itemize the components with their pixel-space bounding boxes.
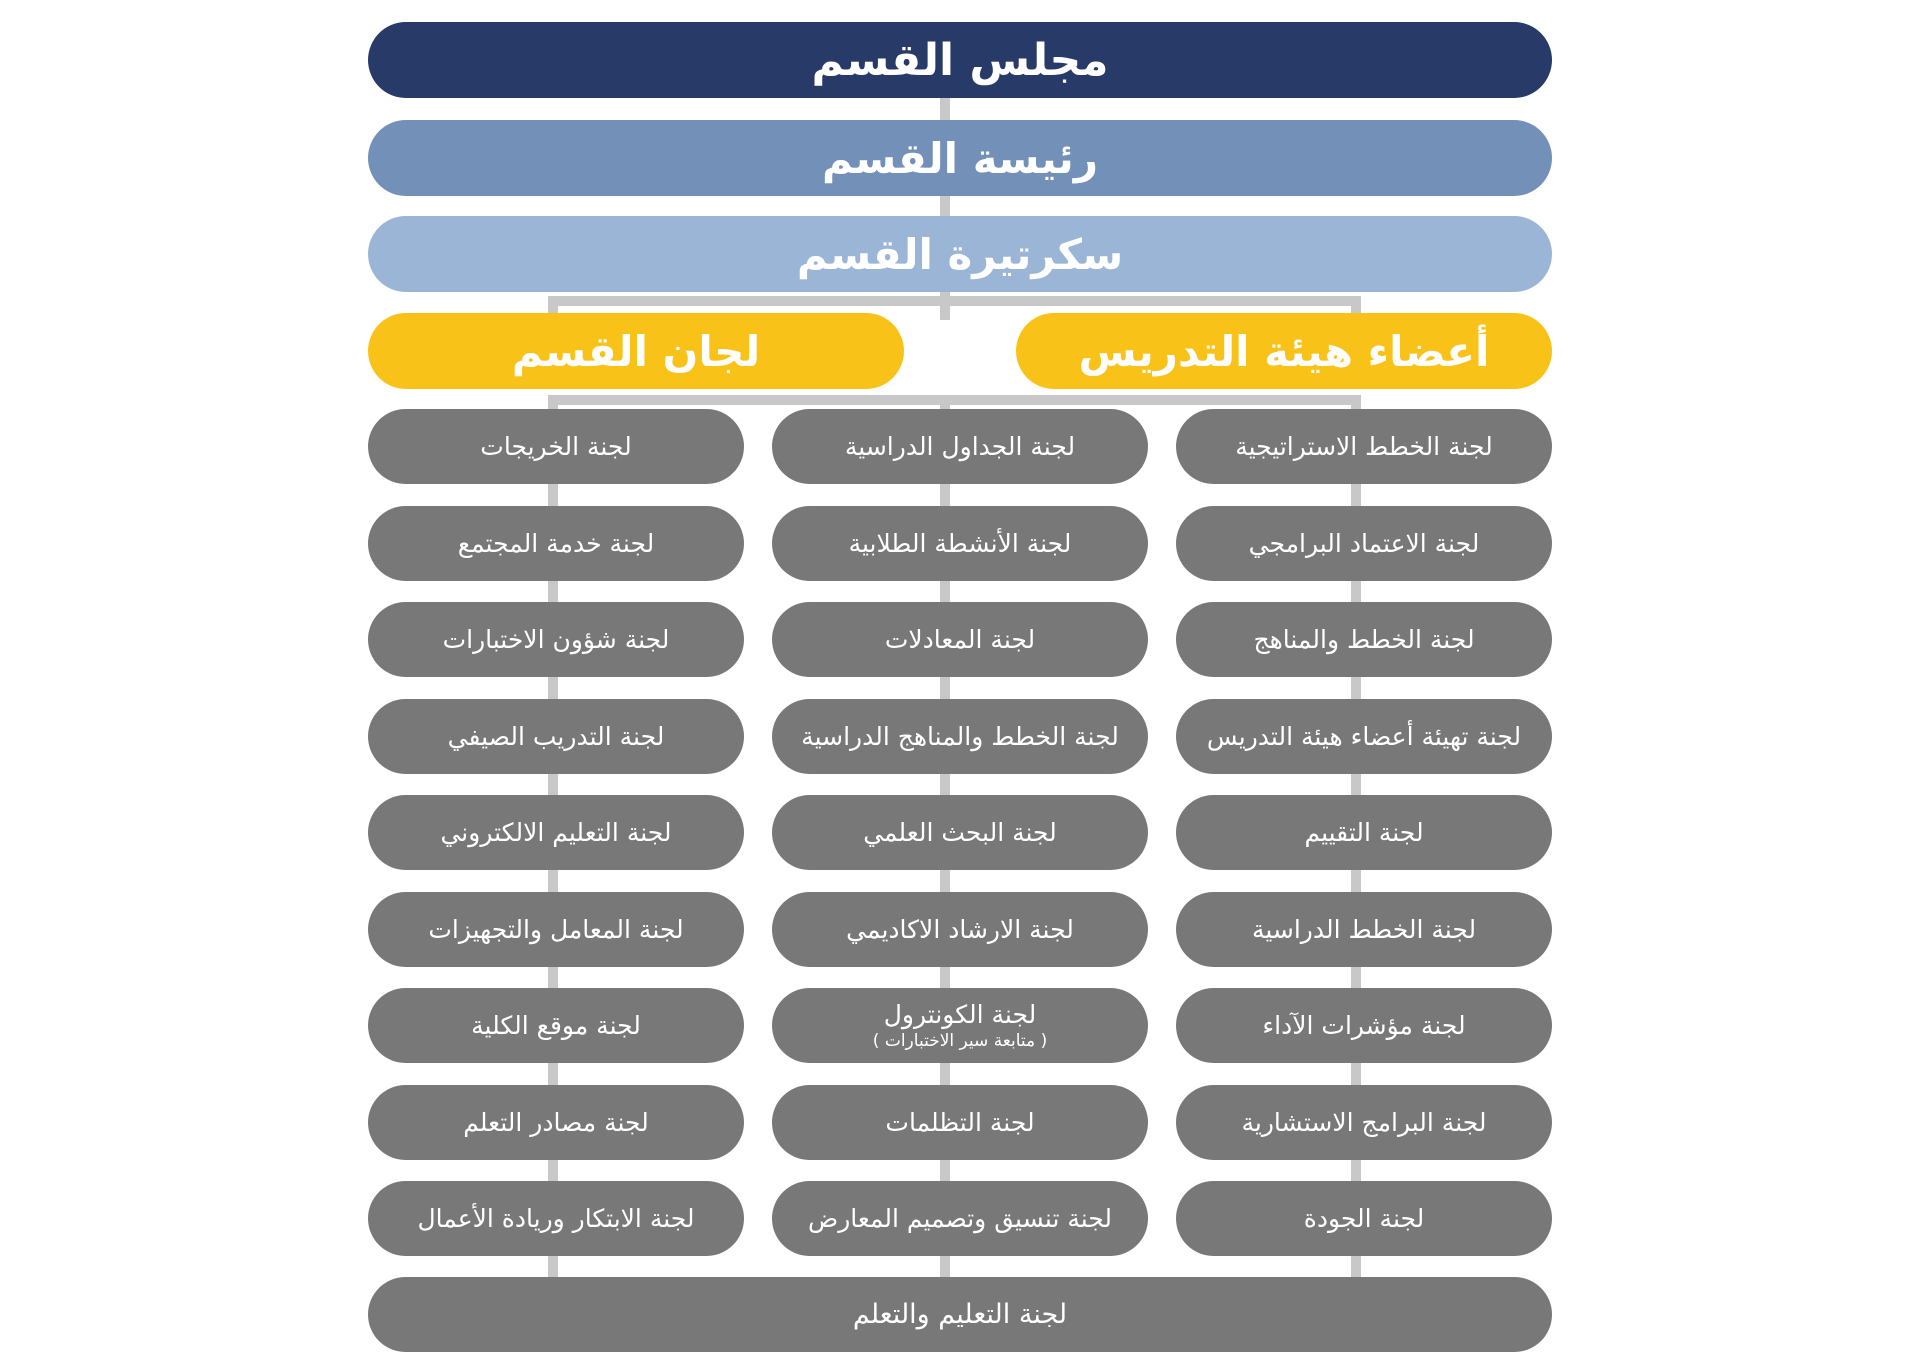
committee-label: لجنة البرامج الاستشارية [1241,1108,1487,1137]
committee-box-left-4 [368,699,744,774]
committee-box-left-5 [368,795,744,870]
department-secretary-box: سكرتيرة القسم [368,216,1552,292]
committee-box-right-5 [1176,795,1552,870]
committee-box-right-9 [1176,1181,1552,1256]
committee-label: لجنة الخطط الاستراتيجية [1235,432,1493,461]
teaching-learning-committee-box: لجنة التعليم والتعلم [368,1277,1552,1352]
committee-label: لجنة التعليم الالكتروني [440,818,672,847]
committee-box-middle-5 [772,795,1148,870]
committee-box-middle-3 [772,602,1148,677]
committee-label: لجنة مؤشرات الآداء [1262,1011,1466,1040]
connector-branch-top [548,296,1361,306]
committee-box-middle-2 [772,506,1148,581]
committee-box-right-1 [1176,409,1552,484]
committee-label: لجنة التقييم [1304,818,1424,847]
committee-label: لجنة شؤون الاختبارات [442,625,670,654]
committee-label: لجنة خدمة المجتمع [457,529,655,558]
committee-label: لجنة مصادر التعلم [463,1108,649,1137]
committee-label: لجنة التظلمات [885,1108,1035,1137]
committee-label: لجنة الأنشطة الطلابية [848,529,1072,558]
committee-label: لجنة الخطط والمناهج [1253,625,1475,654]
department-head-box: رئيسة القسم [368,120,1552,196]
committee-label: لجنة الخطط والمناهج الدراسية [801,722,1119,751]
committee-box-right-8 [1176,1085,1552,1160]
committee-label: لجنة الابتكار وريادة الأعمال [417,1204,695,1233]
committee-box-left-6 [368,892,744,967]
committee-box-middle-4 [772,699,1148,774]
committee-box-middle-6 [772,892,1148,967]
committee-box-right-2 [1176,506,1552,581]
committee-label: لجنة التدريب الصيفي [447,722,665,751]
department-council-box: مجلس القسم [368,22,1552,98]
committee-box-middle-8 [772,1085,1148,1160]
committee-label: لجنة الاعتماد البرامجي [1248,529,1480,558]
committee-box-left-2 [368,506,744,581]
committee-label: لجنة تنسيق وتصميم المعارض [807,1204,1113,1233]
committee-box-right-3 [1176,602,1552,677]
committee-box-right-7 [1176,988,1552,1063]
department-committees-box: لجان القسم [368,313,904,389]
committee-box-right-4 [1176,699,1552,774]
committee-label: لجنة المعامل والتجهيزات [428,915,684,944]
committee-box-right-6 [1176,892,1552,967]
committee-label: لجنة المعادلات [884,625,1036,654]
committee-box-middle-1 [772,409,1148,484]
connector-committee-bar [548,395,1361,405]
committee-label: لجنة موقع الكلية [471,1011,641,1040]
committee-box-left-7 [368,988,744,1063]
committee-label: لجنة تهيئة أعضاء هيئة التدريس [1206,722,1522,751]
committee-box-middle-7 [772,988,1148,1063]
committee-label: لجنة الخريجات [480,432,632,461]
committee-label: لجنة الخطط الدراسية [1251,915,1477,944]
committee-label: لجنة الجداول الدراسية [844,432,1076,461]
committee-box-left-9 [368,1181,744,1256]
committee-label: لجنة الجودة [1303,1204,1425,1233]
committee-label: لجنة البحث العلمي [863,818,1057,847]
faculty-members-box: أعضاء هيئة التدريس [1016,313,1552,389]
committee-box-middle-9 [772,1181,1148,1256]
committee-label: لجنة الارشاد الاكاديمي [846,915,1074,944]
committee-box-left-1 [368,409,744,484]
committee-label: لجنة الكونترول [883,1000,1037,1029]
committee-box-left-3 [368,602,744,677]
committee-box-left-8 [368,1085,744,1160]
committee-subnote: ( متابعة سير الاختبارات ) [872,1031,1048,1051]
